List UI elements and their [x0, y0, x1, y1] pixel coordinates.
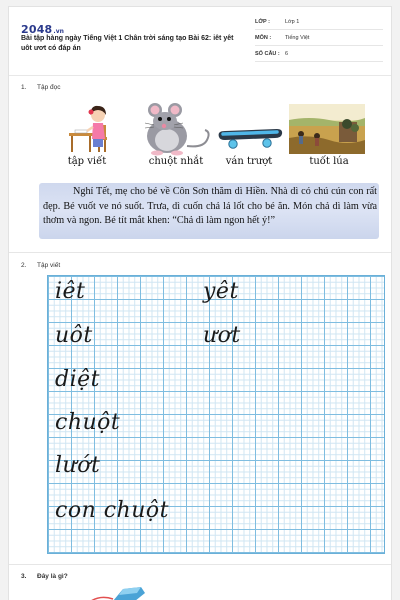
section-2-label [21, 262, 60, 269]
rice-harvest-icon [289, 104, 365, 154]
meta-key: SỐ CÂU : [255, 51, 280, 57]
mouse-icon [137, 102, 213, 158]
meta-value: Lớp 1 [285, 19, 300, 25]
section-number: 2. [21, 262, 27, 269]
handwriting-word-diet: diệt [55, 367, 100, 392]
caption-tuot-lua: tuốt lúa [309, 156, 349, 167]
header-divider [9, 75, 392, 76]
meta-row-grade [255, 17, 383, 30]
meta-row-question-count [255, 49, 383, 62]
meta-row-subject [255, 33, 383, 46]
section-number: 3. [21, 573, 27, 580]
handwriting-word-con-chuot: con chuột [55, 498, 169, 523]
logo-text: 2048 [21, 23, 53, 36]
meta-value: 6 [285, 51, 289, 57]
section-number: 1. [21, 84, 27, 91]
handwriting-word-yet: yêt [203, 279, 239, 304]
worksheet-page [8, 6, 392, 600]
caption-chuot-nhat: chuột nhắt [148, 156, 204, 167]
logo-suffix: .vn [53, 28, 64, 35]
worksheet-title: Bài tập hàng ngày Tiếng Việt 1 Chân trời sáng tạo Bài 62: iêt yêt uôt ươt có đáp án [21, 35, 234, 52]
section-1-label [21, 84, 61, 91]
handwriting-word-chuot: chuột [55, 410, 121, 435]
eraser-picture-icon [91, 587, 145, 600]
section-title: Tập đọc [37, 84, 61, 91]
section-divider [9, 564, 392, 565]
worksheet-header [9, 7, 392, 73]
section-divider [9, 252, 392, 253]
meta-value: Tiếng Việt [285, 35, 310, 41]
girl-writing-icon [65, 103, 111, 155]
section-3-label [21, 573, 68, 580]
handwriting-word-uot2: ươt [203, 323, 241, 348]
section-title: Tập viết [37, 262, 61, 269]
caption-tap-viet: tập viết [67, 156, 107, 167]
worksheet-meta [255, 17, 383, 65]
section-title: Đây là gì? [37, 573, 68, 580]
handwriting-word-uot: uôt [55, 323, 93, 348]
reading-passage: Nghỉ Tết, mẹ cho bé về Côn Sơn thăm dì Hiền. Nhà dì có chú cún con rất đẹp. Bé vuốt ve nó suốt. Trưa, dì cuốn chả lá lốt cho bé ăn. Món chả dì làm vừa thơm và ngon. Bé tít mắt khen: “Chả dì làm ngon hết ý!” [43, 186, 377, 226]
handwriting-word-luot: lướt [55, 453, 101, 478]
handwriting-word-iet: iêt [55, 279, 86, 304]
meta-key: MÔN : [255, 35, 272, 41]
skateboard-icon [215, 125, 285, 151]
meta-key: LỚP : [255, 19, 270, 25]
caption-van-truot: ván trượt [225, 156, 273, 167]
